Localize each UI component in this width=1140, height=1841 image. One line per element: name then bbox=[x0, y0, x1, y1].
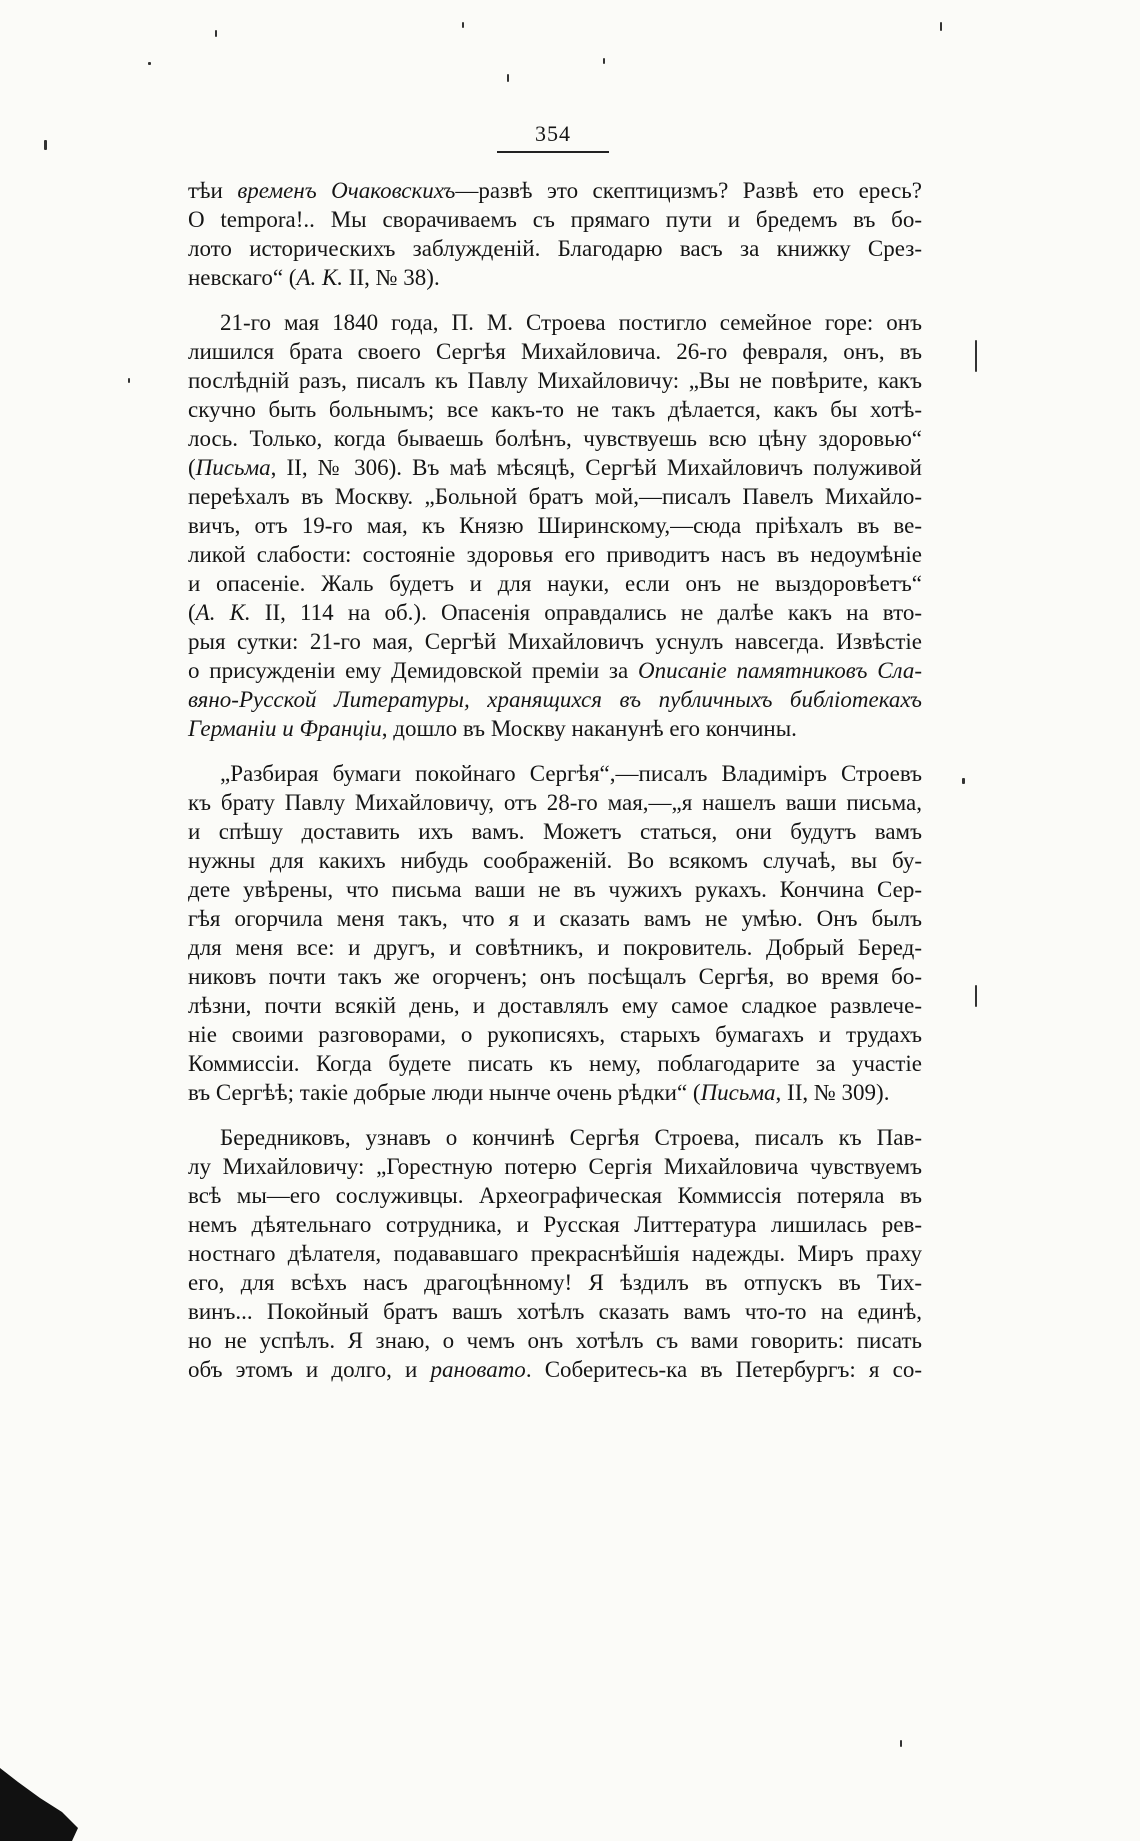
scan-speck bbox=[603, 58, 605, 64]
text-run: ликой слабости: состояніе здоровья его приводитъ насъ въ недоумѣніе bbox=[188, 542, 922, 567]
text-run: рыя сутки: 21-го мая, Сергѣй Михайловичъ уснулъ навсегда. Извѣстіе bbox=[188, 629, 922, 654]
text-run: ностнаго дѣлателя, подававшаго прекраснѣйшія надежды. Миръ праху bbox=[188, 1241, 922, 1266]
text-line bbox=[188, 1326, 922, 1355]
italic-text: рановато bbox=[430, 1357, 526, 1382]
text-run: его, для всѣхъ насъ драгоцѣнному! Я ѣздилъ въ отпускъ въ Тих- bbox=[188, 1270, 922, 1295]
text-line bbox=[188, 1123, 922, 1152]
text-run: —развѣ это скептицизмъ? Развѣ ето ересь? bbox=[455, 178, 922, 203]
scan-speck bbox=[962, 778, 965, 784]
italic-text: вяно-Русской Литературы, хранящихся въ публичныхъ библіотекахъ bbox=[188, 687, 922, 712]
scan-shadow-mark bbox=[0, 1768, 80, 1841]
text-run: ( bbox=[188, 455, 196, 480]
italic-text: Описаніе памятниковъ Сла- bbox=[638, 658, 922, 683]
text-line bbox=[188, 656, 922, 685]
italic-text: Письма bbox=[195, 455, 271, 480]
text-run: лишился брата своего Сергѣя Михайловича. 26-го февраля, онъ, въ bbox=[188, 339, 922, 364]
text-run: винъ... Покойный братъ вашъ хотѣлъ сказать вамъ что-то на единѣ, bbox=[188, 1299, 922, 1324]
text-line bbox=[188, 904, 922, 933]
scan-speck bbox=[128, 378, 130, 383]
scan-speck bbox=[148, 62, 151, 65]
text-run: но не успѣлъ. Я знаю, о чемъ онъ хотѣлъ съ вами говорить: писать bbox=[188, 1328, 922, 1353]
scan-speck bbox=[462, 22, 464, 28]
paragraph bbox=[188, 308, 922, 743]
text-run: тѣи bbox=[188, 178, 238, 203]
text-run: о присужденіи ему Демидовской преміи за bbox=[188, 658, 639, 683]
text-line bbox=[188, 1355, 922, 1384]
text-run: 21-го мая 1840 года, П. М. Строева постигло семейное горе: онъ bbox=[220, 310, 922, 335]
text-run: объ этомъ и долго, и bbox=[188, 1357, 431, 1382]
text-run: , дошло въ Москву наканунѣ его кончины. bbox=[381, 716, 797, 741]
text-line bbox=[188, 1268, 922, 1297]
text-run: O tempora!.. Мы сворачиваемъ съ прямаго пути и бредемъ въ бо- bbox=[188, 207, 922, 232]
text-line bbox=[188, 933, 922, 962]
paragraph bbox=[188, 1123, 922, 1384]
text-run: переѣхалъ въ Москву. „Больной братъ мой,—писалъ Павелъ Михайло- bbox=[188, 484, 922, 509]
text-line bbox=[188, 1181, 922, 1210]
text-line bbox=[188, 627, 922, 656]
text-line bbox=[188, 337, 922, 366]
text-block bbox=[188, 176, 922, 1384]
text-line bbox=[188, 1078, 922, 1107]
text-run: никовъ почти такъ же огорченъ; онъ посѣщалъ Сергѣя, во время бо- bbox=[188, 964, 922, 989]
scan-speck bbox=[507, 74, 509, 82]
text-run: ніе своими разговорами, о рукописяхъ, старыхъ бумагахъ и трудахъ bbox=[188, 1022, 922, 1047]
text-line bbox=[188, 1049, 922, 1078]
text-line bbox=[188, 1020, 922, 1049]
text-line bbox=[188, 482, 922, 511]
text-line bbox=[188, 1239, 922, 1268]
text-run: Бередниковъ, узнавъ о кончинѣ Сергѣя Строева, писалъ къ Пав- bbox=[220, 1125, 922, 1150]
text-line bbox=[188, 1152, 922, 1181]
text-run: нужны для какихъ нибудь соображеній. Во всякомъ случаѣ, вы бу- bbox=[188, 848, 922, 873]
paragraph bbox=[188, 176, 922, 292]
scan-speck bbox=[975, 340, 977, 372]
text-run: скучно быть больнымъ; все какъ-то не такъ дѣлается, какъ бы хотѣ- bbox=[188, 397, 922, 422]
text-line bbox=[188, 598, 922, 627]
text-line bbox=[188, 788, 922, 817]
text-line bbox=[188, 962, 922, 991]
text-line bbox=[188, 846, 922, 875]
text-run: и спѣшу доставить ихъ вамъ. Можетъ статься, они будутъ вамъ bbox=[188, 819, 922, 844]
italic-text: Германіи и Франціи bbox=[188, 716, 382, 741]
text-line bbox=[188, 176, 922, 205]
text-line bbox=[188, 424, 922, 453]
italic-text: Письма bbox=[700, 1080, 776, 1105]
text-run: къ брату Павлу Михайловичу, отъ 28-го мая,—„я нашелъ ваши письма, bbox=[188, 790, 922, 815]
scan-speck bbox=[215, 30, 217, 37]
text-line bbox=[188, 1297, 922, 1326]
text-run: II, № 38). bbox=[343, 265, 440, 290]
text-run: для меня все: и другъ, и совѣтникъ, и покровитель. Добрый Беред- bbox=[188, 935, 922, 960]
text-line bbox=[188, 817, 922, 846]
text-line bbox=[188, 366, 922, 395]
text-line bbox=[188, 759, 922, 788]
page-number: 354 bbox=[535, 121, 571, 146]
paragraph bbox=[188, 759, 922, 1107]
text-run: „Разбирая бумаги покойнаго Сергѣя“,—писалъ Владиміръ Строевъ bbox=[220, 761, 922, 786]
text-run: вичъ, отъ 19-го мая, къ Князю Ширинскому,—сюда пріѣхалъ въ ве- bbox=[188, 513, 922, 538]
text-line bbox=[188, 511, 922, 540]
text-line bbox=[188, 685, 922, 714]
text-run: въ Сергѣѣ; такіе добрые люди нынче очень рѣдки“ ( bbox=[188, 1080, 701, 1105]
text-line bbox=[188, 395, 922, 424]
italic-text: А. К. bbox=[195, 600, 251, 625]
text-run: дете увѣрены, что письма ваши не въ чужихъ рукахъ. Кончина Сер- bbox=[188, 877, 922, 902]
text-run: невскаго“ ( bbox=[188, 265, 297, 290]
italic-text: временъ Очаковскихъ bbox=[237, 178, 456, 203]
scan-speck bbox=[975, 985, 977, 1007]
text-run: лѣзни, почти всякій день, и доставлялъ ему самое сладкое развлече- bbox=[188, 993, 922, 1018]
text-run: всѣ мы—его сослуживцы. Археографическая Коммиссія потеряла въ bbox=[188, 1183, 922, 1208]
scan-speck bbox=[900, 1740, 902, 1747]
text-run: Коммиссіи. Когда будете писать къ нему, поблагодарите за участіе bbox=[188, 1051, 922, 1076]
text-line bbox=[188, 205, 922, 234]
scan-speck bbox=[940, 22, 942, 31]
text-run: немъ дѣятельнаго сотрудника, и Русская Литтература лишилась рев- bbox=[188, 1212, 922, 1237]
text-run: послѣдній разъ, писалъ къ Павлу Михайловичу: „Вы не повѣрите, какъ bbox=[188, 368, 922, 393]
text-line bbox=[188, 714, 922, 743]
text-run: гѣя огорчила меня такъ, что я и сказать вамъ не умѣю. Онъ былъ bbox=[188, 906, 922, 931]
scan-speck bbox=[44, 140, 47, 150]
text-run: ( bbox=[188, 600, 196, 625]
text-run: . Соберитесь-ка въ Петербургъ: я со- bbox=[525, 1357, 922, 1382]
text-run: , II, № 306). Въ маѣ мѣсяцѣ, Сергѣй Михайловичъ полуживой bbox=[270, 455, 922, 480]
text-run: лось. Только, когда бываешь болѣнъ, чувствуешь всю цѣну здоровью“ bbox=[188, 426, 922, 451]
text-line bbox=[188, 875, 922, 904]
text-line bbox=[188, 263, 922, 292]
text-run: , II, № 309). bbox=[775, 1080, 890, 1105]
text-line bbox=[188, 1210, 922, 1239]
text-run: лу Михайловичу: „Горестную потерю Сергія Михайловича чувствуемъ bbox=[188, 1154, 922, 1179]
text-run: II, 114 на об.). Опасенія оправдались не далѣе какъ на вто- bbox=[250, 600, 923, 625]
page-number-rule bbox=[497, 151, 609, 153]
text-run: лото историческихъ заблужденій. Благодарю васъ за книжку Срез- bbox=[188, 236, 922, 261]
text-line bbox=[188, 453, 922, 482]
text-line bbox=[188, 569, 922, 598]
text-line bbox=[188, 308, 922, 337]
text-line bbox=[188, 991, 922, 1020]
italic-text: А. К. bbox=[296, 265, 344, 290]
text-run: и опасеніе. Жаль будетъ и для науки, если онъ не выздоровѣетъ“ bbox=[188, 571, 922, 596]
text-line bbox=[188, 234, 922, 263]
text-line bbox=[188, 540, 922, 569]
